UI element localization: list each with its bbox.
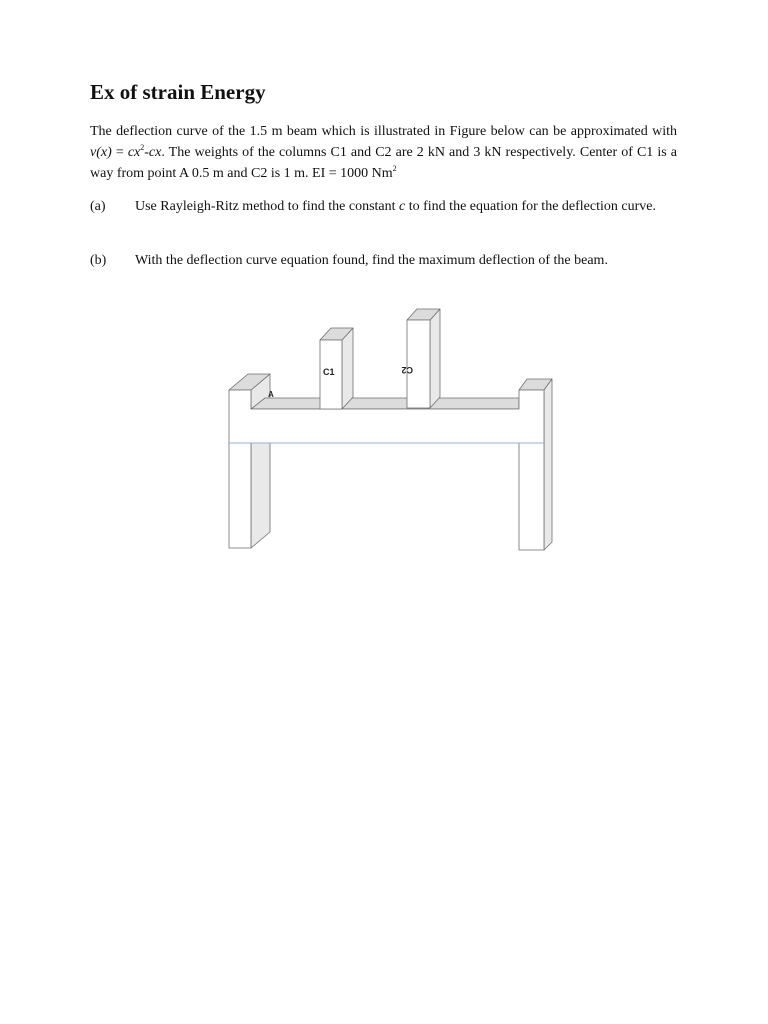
question-a-label: (a) <box>90 199 106 214</box>
beam-figure <box>224 302 564 563</box>
column-c1-label: C1 <box>323 367 335 377</box>
page-title: Ex of strain Energy <box>90 80 266 104</box>
function-rhs-a: cx <box>127 145 141 160</box>
beam-top <box>251 398 519 409</box>
question-b-text: With the deflection curve equation found, find the maximum deflection of the beam. <box>135 253 608 268</box>
equals-sign: = <box>111 145 128 160</box>
function-lhs: v(x) <box>90 145 112 160</box>
point-a-label: A <box>268 390 274 399</box>
frame-diagram <box>224 302 564 558</box>
column-c1-side <box>342 328 353 409</box>
intro-text-2: . The weights of the columns C1 and C2 are 2 kN and 3 kN respectively. Center of C1 is a way from point A 0.5 m and C2 is 1 m. EI = 1000 Nm <box>90 145 678 181</box>
question-a-text <box>135 197 677 216</box>
unit-exponent: 2 <box>392 164 397 173</box>
right-leg-side <box>544 379 552 550</box>
column-c2-label: C2 <box>401 365 413 375</box>
question-b-label: (b) <box>90 253 107 268</box>
exponent-2: 2 <box>140 143 145 152</box>
column-c2-side <box>430 309 440 408</box>
constant-c: c <box>399 199 406 214</box>
function-rhs-b: -cx <box>144 145 162 160</box>
question-a-text-1: Use Rayleigh-Ritz method to find the constant <box>135 199 400 214</box>
intro-text-1: The deflection curve of the 1.5 m beam which is illustrated in Figure below can be approximated with <box>90 124 677 139</box>
problem-statement <box>90 121 677 184</box>
frame-front <box>229 390 544 550</box>
column-c2 <box>407 320 430 408</box>
question-a-text-2: to find the equation for the deflection curve. <box>405 199 656 214</box>
